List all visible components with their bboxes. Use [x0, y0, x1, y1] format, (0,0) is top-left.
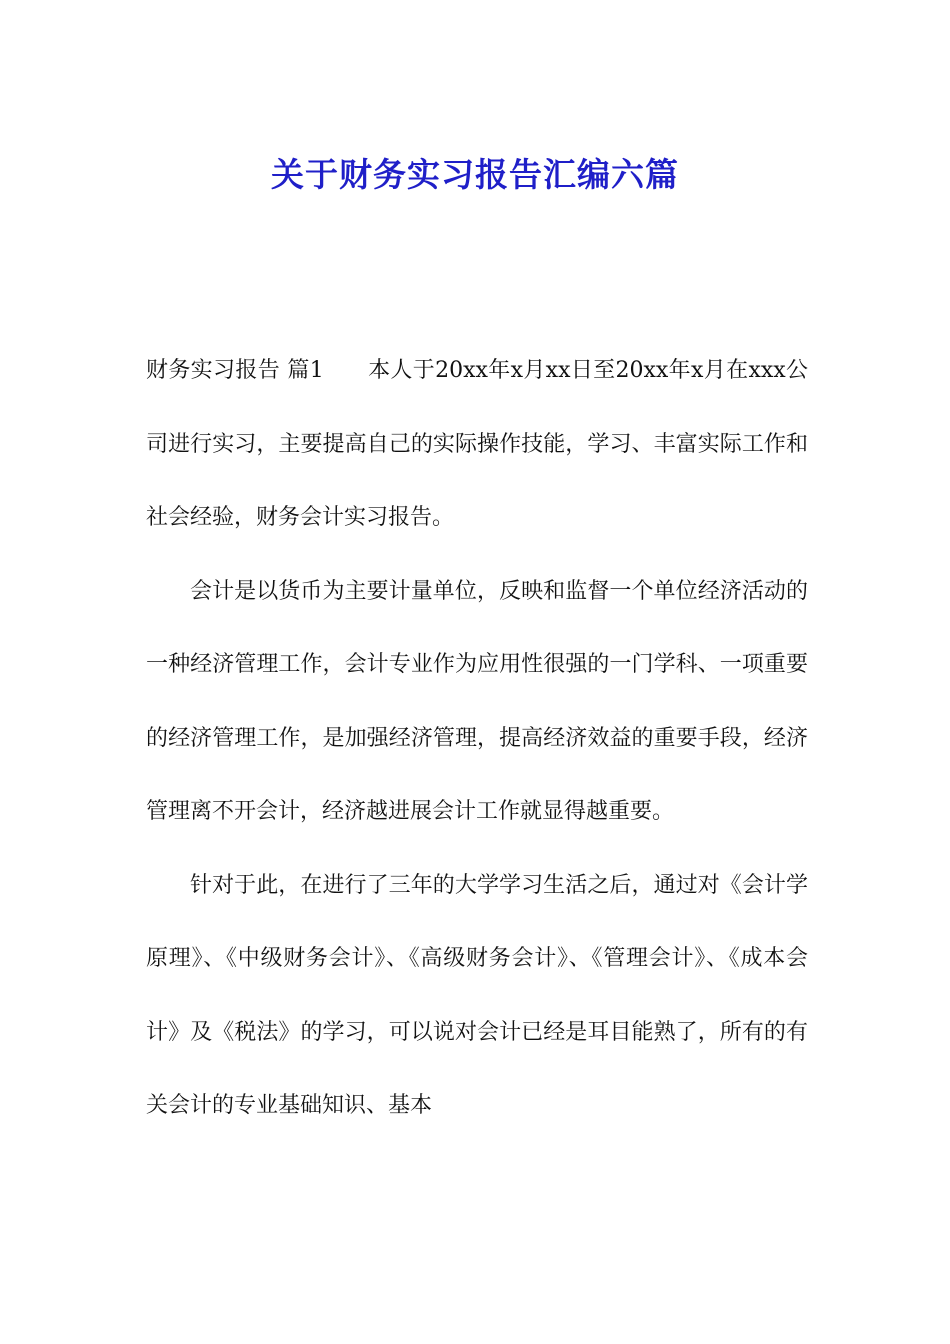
document-title: 关于财务实习报告汇编六篇 — [271, 155, 679, 195]
document-body — [146, 334, 808, 1143]
section-label: 财务实习报告 篇1 — [146, 358, 324, 383]
paragraph-1-text: 本人于20xx年x月xx日至20xx年x月在xxx公司进行实习，主要提高自己的实际操作技能，学习、丰富实际工作和社会经验，财务会计实习报告。 — [146, 358, 809, 530]
paragraph-3: 针对于此，在进行了三年的大学学习生活之后，通过对《会计学原理》、《中级财务会计》、《高级财务会计》、《管理会计》、《成本会计》及《税法》的学习，可以说对会计已经是耳目能熟了，所有的有关会计的专业基础知识、基本 — [146, 872, 808, 1118]
paragraph-1 — [146, 334, 808, 555]
paragraph-2: 会计是以货币为主要计量单位，反映和监督一个单位经济活动的一种经济管理工作，会计专业作为应用性很强的一门学科、一项重要的经济管理工作，是加强经济管理，提高经济效益的重要手段，经济管理离不开会计，经济越进展会计工作就显得越重要。 — [146, 578, 808, 824]
